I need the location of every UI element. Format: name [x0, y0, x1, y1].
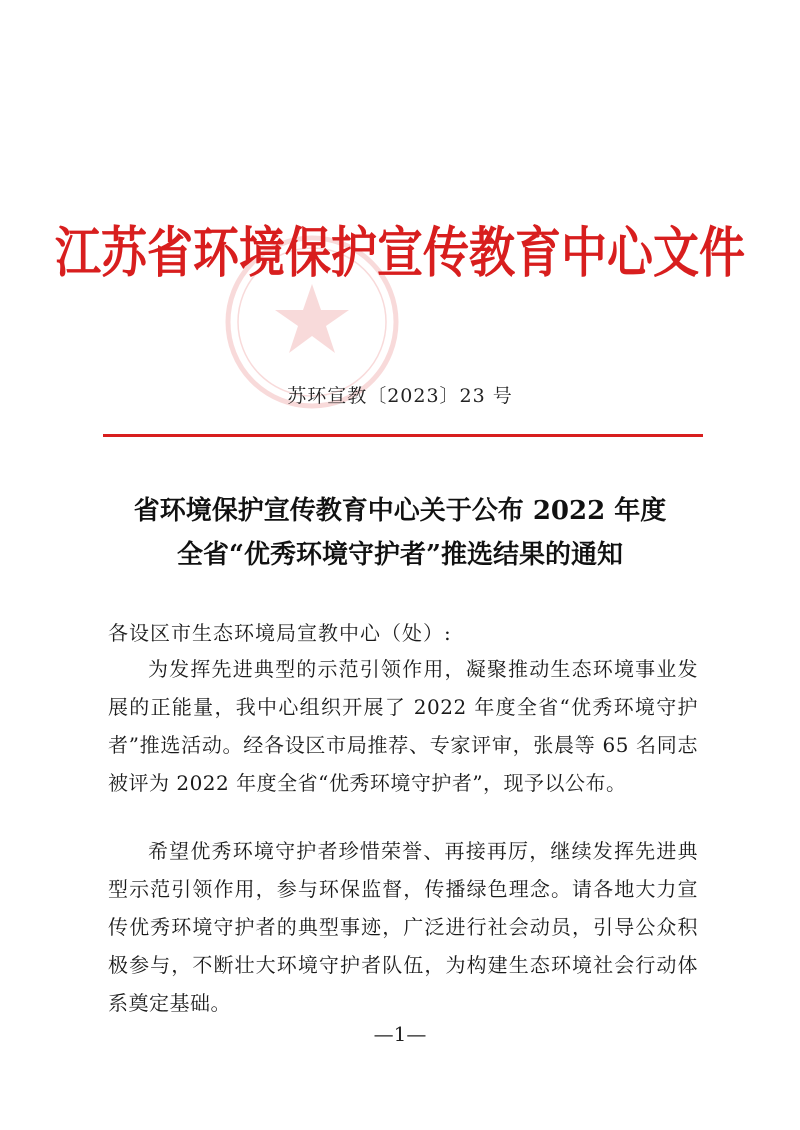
notice-title-line-1: 省环境保护宣传教育中心关于公布 2022 年度 [133, 496, 667, 526]
document-header-title: 江苏省环境保护宣传教育中心文件 [55, 220, 745, 285]
document-number: 苏环宣教〔2023〕23 号 [287, 385, 513, 407]
body-paragraph-1: 为发挥先进典型的示范引领作用，凝聚推动生态环境事业发展的正能量，我中心组织开展了 2022 年度全省“优秀环境守护者”推选活动。经各设区市局推荐、专家评审，张晨等 65 名同志被评为 2022 年度全省“优秀环境守护者”，现予以公布。 [108, 657, 698, 795]
page-number: —1— [373, 1022, 427, 1046]
header-divider [103, 434, 703, 437]
body-paragraph-2: 希望优秀环境守护者珍惜荣誉、再接再厉，继续发挥先进典型示范引领作用，参与环保监督，传播绿色理念。请各地大力宣传优秀环境守护者的典型事迹，广泛进行社会动员，引导公众积极参与，不断壮大环境守护者队伍，为构建生态环境社会行动体系奠定基础。 [108, 839, 698, 1015]
salutation: 各设区市生态环境局宣教中心（处）: [108, 621, 452, 645]
notice-title [0, 489, 800, 577]
notice-title-line-2: 全省“优秀环境守护者”推选结果的通知 [177, 540, 623, 570]
